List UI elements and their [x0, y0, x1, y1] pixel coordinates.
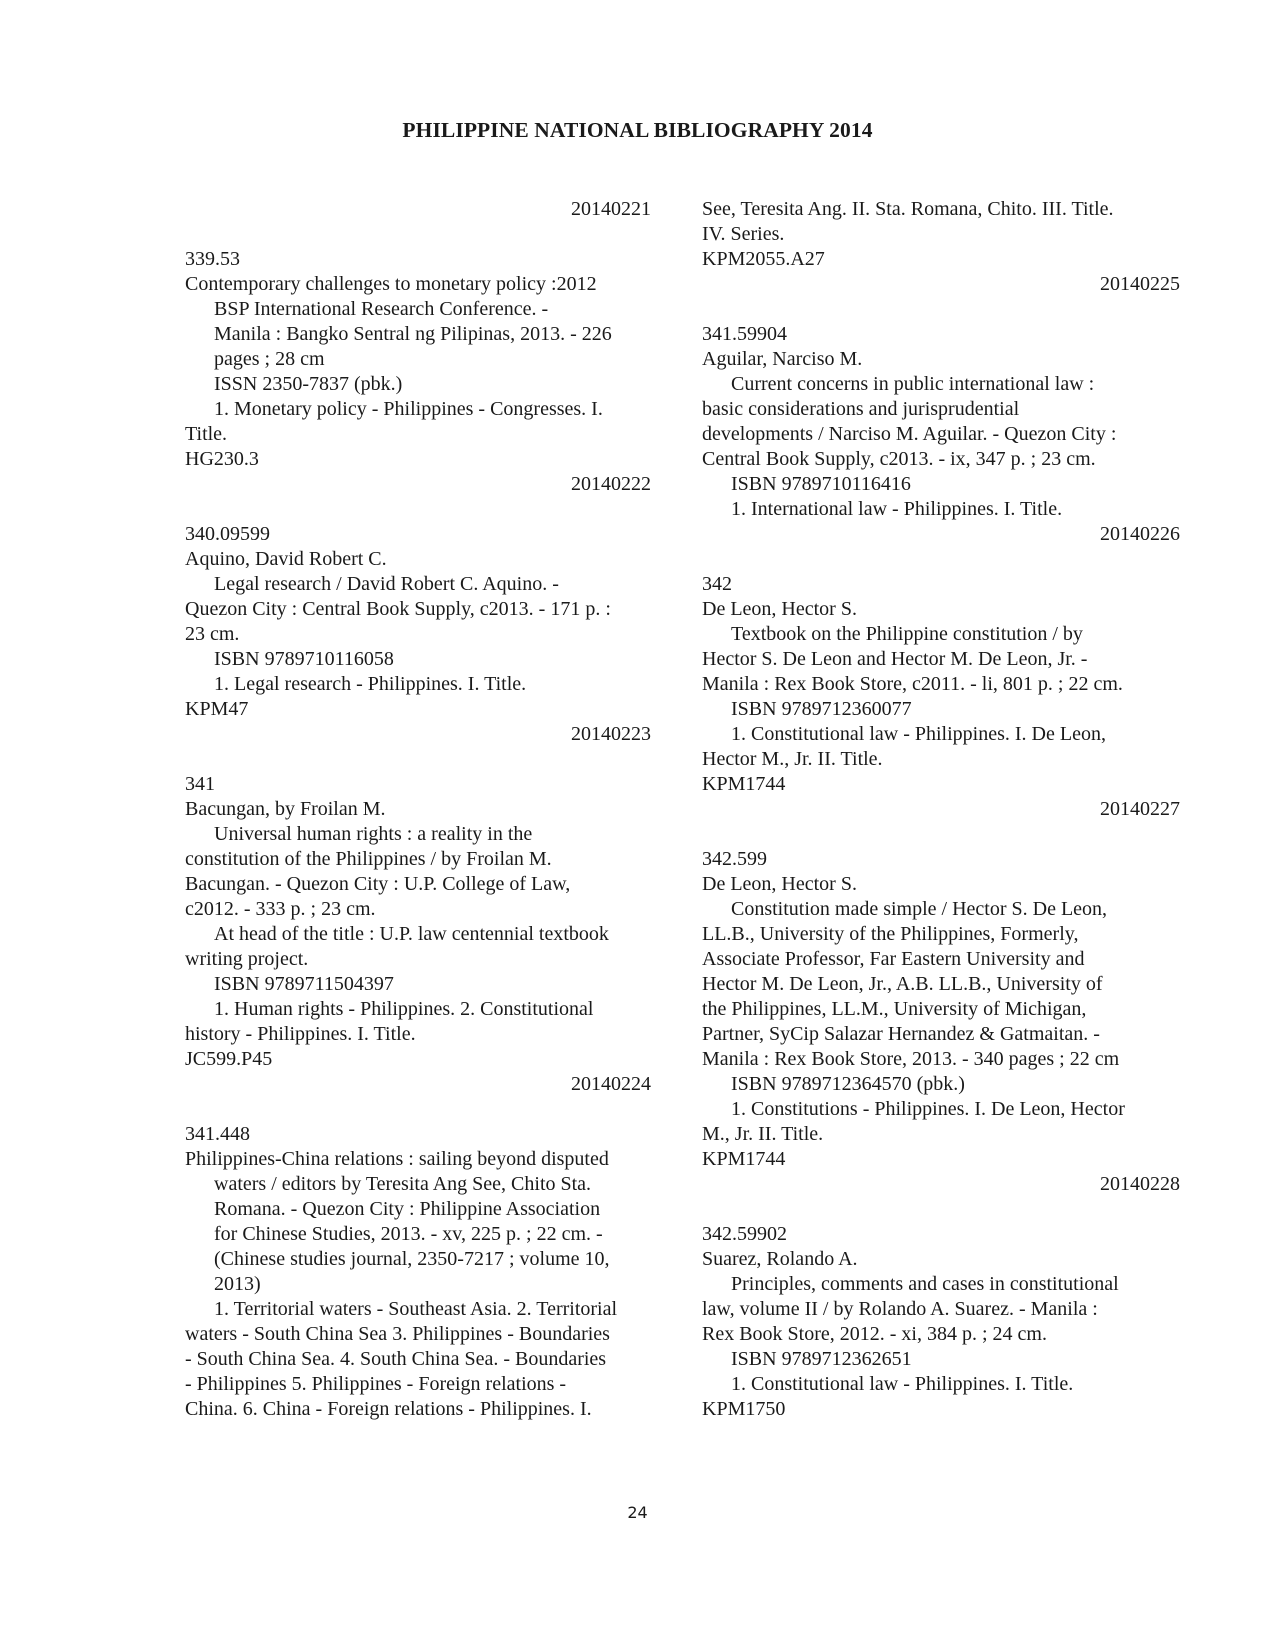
subject-line: 1. International law - Philippines. I. Title.: [731, 498, 1063, 520]
entry-author: Suarez, Rolando A.: [702, 1248, 858, 1270]
entry-line: Rex Book Store, 2012. - xi, 384 p. ; 24 cm.: [702, 1323, 1047, 1345]
note-line: At head of the title : U.P. law centennial textbook: [214, 923, 609, 945]
accession-date: 20140223: [571, 723, 651, 745]
subject-line: 1. Constitutions - Philippines. I. De Leon, Hector: [731, 1098, 1125, 1120]
entry-title-line: Current concerns in public international law :: [731, 373, 1095, 395]
entry-author: De Leon, Hector S.: [702, 598, 857, 620]
entry-spacer: [702, 1197, 1180, 1222]
entry-line: Manila : Rex Book Store, c2011. - li, 801 p. ; 22 cm.: [702, 673, 1123, 695]
entry-line: (Chinese studies journal, 2350-7217 ; volume 10,: [214, 1248, 610, 1270]
subject-line: - Philippines 5. Philippines - Foreign relations -: [185, 1373, 567, 1395]
subject-line: IV. Series.: [702, 223, 785, 245]
subject-line: 1. Legal research - Philippines. I. Title.: [214, 673, 527, 695]
entry-line: Romana. - Quezon City : Philippine Association: [214, 1198, 601, 1220]
entry-spacer: [702, 297, 1180, 322]
entry-title-line: Textbook on the Philippine constitution / by: [731, 623, 1083, 645]
entry-author: De Leon, Hector S.: [702, 873, 857, 895]
accession-date: 20140224: [571, 1073, 651, 1095]
accession-date: 20140227: [1100, 798, 1180, 820]
page-title: PHILIPPINE NATIONAL BIBLIOGRAPHY 2014: [402, 118, 873, 142]
entry-line: Hector S. De Leon and Hector M. De Leon, Jr. -: [702, 648, 1088, 670]
entry-title-line: Legal research / David Robert C. Aquino. -: [214, 573, 559, 595]
classification: KPM2055.A27: [702, 248, 825, 270]
standard-number: ISBN 9789712364570 (pbk.): [731, 1073, 965, 1095]
note-line: writing project.: [185, 948, 309, 970]
classification: KPM1744: [702, 1148, 786, 1170]
entry-line: constitution of the Philippines / by Froilan M.: [185, 848, 552, 870]
accession-date: 20140225: [1100, 273, 1180, 295]
entry-line: Hector M. De Leon, Jr., A.B. LL.B., University of: [702, 973, 1103, 995]
entry-line: for Chinese Studies, 2013. - xv, 225 p. ; 22 cm. -: [214, 1223, 603, 1245]
standard-number: ISBN 9789712360077: [731, 698, 912, 720]
accession-date: 20140222: [571, 473, 651, 495]
entry-line: Bacungan. - Quezon City : U.P. College of Law,: [185, 873, 571, 895]
entry-author: Aguilar, Narciso M.: [702, 348, 863, 370]
entry-line: 23 cm.: [185, 623, 240, 645]
entry-heading: Contemporary challenges to monetary policy :2012: [185, 273, 597, 295]
entry-line: law, volume II / by Rolando A. Suarez. - Manila :: [702, 1298, 1098, 1320]
classification: KPM1744: [702, 773, 786, 795]
subject-line: - South China Sea. 4. South China Sea. - Boundaries: [185, 1348, 607, 1370]
subject-line: M., Jr. II. Title.: [702, 1123, 824, 1145]
entry-line: c2012. - 333 p. ; 23 cm.: [185, 898, 376, 920]
entry-line: BSP International Research Conference. -: [214, 298, 549, 320]
page-number: 24: [627, 1503, 648, 1522]
standard-number: ISBN 9789711504397: [214, 973, 394, 995]
entry-spacer: [185, 222, 651, 247]
entry-line: Manila : Rex Book Store, 2013. - 340 pages ; 22 cm: [702, 1048, 1120, 1070]
entry-title-line: Universal human rights : a reality in the: [214, 823, 533, 845]
entry-line: Quezon City : Central Book Supply, c2013. - 171 p. :: [185, 598, 611, 620]
entry-line: LL.B., University of the Philippines, Formerly,: [702, 923, 1079, 945]
call-number: 342: [702, 573, 732, 595]
standard-number: ISBN 9789710116058: [214, 648, 394, 670]
entry-spacer: [702, 822, 1180, 847]
classification: KPM1750: [702, 1398, 786, 1420]
call-number: 341.448: [185, 1123, 250, 1145]
entry-spacer: [185, 497, 651, 522]
entry-line: Central Book Supply, c2013. - ix, 347 p. ; 23 cm.: [702, 448, 1096, 470]
entry-spacer: [185, 1097, 651, 1122]
classification: KPM47: [185, 698, 249, 720]
subject-line: 1. Constitutional law - Philippines. I. De Leon,: [731, 723, 1106, 745]
entry-heading: Philippines-China relations : sailing beyond disputed: [185, 1148, 609, 1170]
entry-line: waters / editors by Teresita Ang See, Chito Sta.: [214, 1173, 592, 1195]
accession-date: 20140221: [571, 198, 651, 220]
call-number: 341: [185, 773, 215, 795]
entry-line: 2013): [214, 1273, 261, 1295]
entry-line: Partner, SyCip Salazar Hernandez & Gatmaitan. -: [702, 1023, 1100, 1045]
entry-line: basic considerations and jurisprudential: [702, 398, 1020, 420]
call-number: 340.09599: [185, 523, 270, 545]
entry-line: Manila : Bangko Sentral ng Pilipinas, 2013. - 226: [214, 323, 612, 345]
entry-title-line: Constitution made simple / Hector S. De Leon,: [731, 898, 1108, 920]
right-column: [702, 197, 1180, 1422]
entry-spacer: [185, 747, 651, 772]
subject-line: China. 6. China - Foreign relations - Philippines. I.: [185, 1398, 592, 1420]
accession-date: 20140228: [1100, 1173, 1180, 1195]
subject-line: 1. Monetary policy - Philippines - Congresses. I.: [214, 398, 603, 420]
entry-line: developments / Narciso M. Aguilar. - Quezon City :: [702, 423, 1117, 445]
entry-author: Aquino, David Robert C.: [185, 548, 387, 570]
classification: JC599.P45: [185, 1048, 273, 1070]
subject-line: See, Teresita Ang. II. Sta. Romana, Chito. III. Title.: [702, 198, 1114, 220]
accession-date: 20140226: [1100, 523, 1180, 545]
call-number: 342.599: [702, 848, 767, 870]
call-number: 341.59904: [702, 323, 787, 345]
call-number: 342.59902: [702, 1223, 787, 1245]
standard-number: ISSN 2350-7837 (pbk.): [214, 373, 403, 395]
standard-number: ISBN 9789712362651: [731, 1348, 912, 1370]
entry-line: the Philippines, LL.M., University of Michigan,: [702, 998, 1087, 1020]
subject-line: 1. Constitutional law - Philippines. I. Title.: [731, 1373, 1074, 1395]
subject-line: Hector M., Jr. II. Title.: [702, 748, 883, 770]
entry-line: Associate Professor, Far Eastern University and: [702, 948, 1085, 970]
standard-number: ISBN 9789710116416: [731, 473, 911, 495]
subject-line: 1. Territorial waters - Southeast Asia. 2. Territorial: [214, 1298, 618, 1320]
classification: HG230.3: [185, 448, 259, 470]
entry-title-line: Principles, comments and cases in constitutional: [731, 1273, 1119, 1295]
call-number: 339.53: [185, 248, 240, 270]
subject-line: 1. Human rights - Philippines. 2. Constitutional: [214, 998, 594, 1020]
entry-author: Bacungan, by Froilan M.: [185, 798, 386, 820]
subject-line: history - Philippines. I. Title.: [185, 1023, 416, 1045]
entry-line: pages ; 28 cm: [214, 348, 325, 370]
subject-line: waters - South China Sea 3. Philippines - Boundaries: [185, 1323, 610, 1345]
subject-line: Title.: [185, 423, 228, 445]
entry-spacer: [702, 547, 1180, 572]
left-column: [185, 197, 651, 1422]
